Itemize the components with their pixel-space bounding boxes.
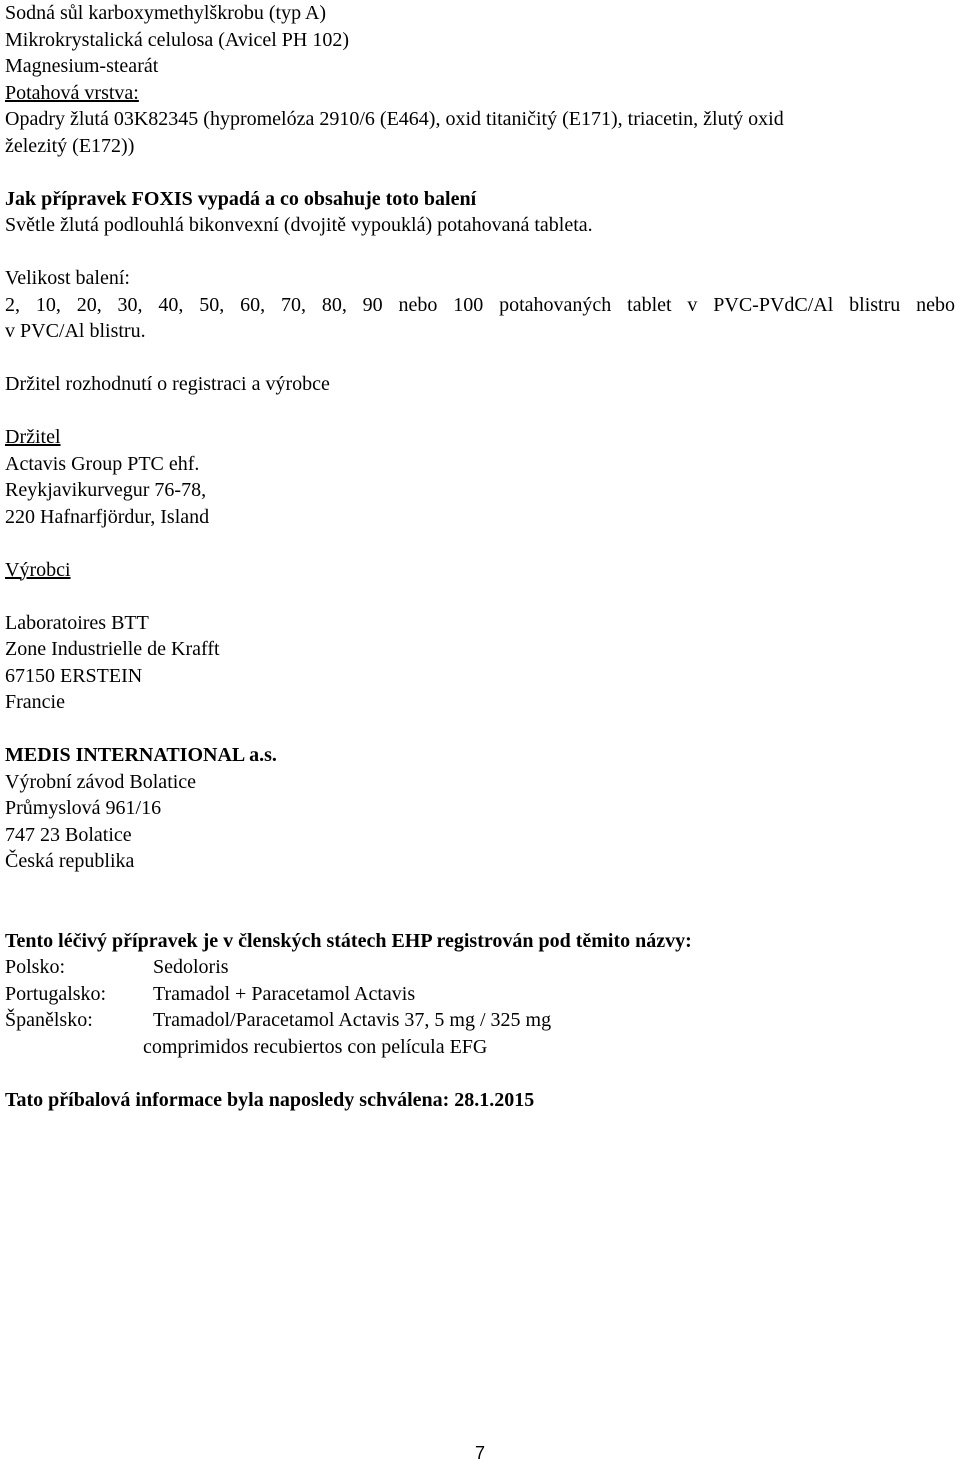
eea-heading: Tento léčivý přípravek je v členských státech EHP registrován pod těmito názvy:	[5, 929, 692, 952]
manufacturer-name: Laboratoires BTT	[5, 611, 149, 634]
eea-country: Portugalsko:	[5, 982, 107, 1005]
approval-date: Tato příbalová informace byla naposledy schválena: 28.1.2015	[5, 1088, 535, 1111]
coating-text: železitý (E172))	[5, 134, 135, 157]
manufacturer-address: Průmyslová 961/16	[5, 797, 162, 819]
eea-row	[5, 981, 955, 1008]
holder-section-heading: Držitel rozhodnutí o registraci a výrobce	[5, 373, 330, 395]
holder-heading: Držitel	[5, 426, 61, 448]
eea-row	[5, 954, 955, 981]
appearance-description: Světle žlutá podlouhlá bikonvexní (dvojitě vypouklá) potahovaná tableta.	[5, 214, 593, 236]
eea-product-name-continuation: comprimidos recubiertos con película EFG	[143, 1035, 488, 1058]
holder-address: Reykjavikurvegur 76-78,	[5, 479, 207, 501]
pack-size-heading: Velikost balení:	[5, 267, 130, 289]
holder-name: Actavis Group PTC ehf.	[5, 452, 200, 475]
manufacturer-address: Zone Industrielle de Krafft	[5, 638, 220, 660]
coating-text: Opadry žlutá 03K82345 (hypromelóza 2910/6 (E464), oxid titaničitý (E171), triacetin, žlutý oxid	[5, 108, 784, 130]
ingredient-line: Sodná sůl karboxymethylškrobu (typ A)	[5, 2, 327, 24]
eea-product-name: Tramadol/Paracetamol Actavis 37, 5 mg / 325 mg	[153, 1009, 552, 1031]
manufacturer-address: Výrobní závod Bolatice	[5, 770, 197, 793]
manufacturer-address: 747 23 Bolatice	[5, 823, 132, 846]
manufacturer-name: MEDIS INTERNATIONAL a.s.	[5, 744, 277, 766]
eea-product-name: Tramadol + Paracetamol Actavis	[153, 982, 416, 1005]
appearance-heading: Jak přípravek FOXIS vypadá a co obsahuje toto balení	[5, 187, 477, 210]
pack-size-text: 2, 10, 20, 30, 40, 50, 60, 70, 80, 90 nebo 100 potahovaných tablet v PVC-PVdC/Al blistru nebo	[5, 293, 955, 316]
eea-country: Polsko:	[5, 956, 66, 978]
manufacturer-address: 67150 ERSTEIN	[5, 664, 143, 687]
pack-size-text: v PVC/Al blistru.	[5, 320, 146, 342]
coating-heading: Potahová vrstva:	[5, 81, 139, 104]
document-page	[5, 0, 955, 1113]
page-number: 7	[474, 1443, 485, 1463]
eea-row	[5, 1007, 955, 1034]
holder-address: 220 Hafnarfjördur, Island	[5, 505, 210, 528]
eea-country: Španělsko:	[5, 1009, 93, 1031]
manufacturer-country: Česká republika	[5, 850, 135, 872]
eea-product-name: Sedoloris	[153, 956, 229, 978]
manufacturer-country: Francie	[5, 691, 65, 713]
ingredient-line: Mikrokrystalická celulosa (Avicel PH 102)	[5, 28, 349, 51]
manufacturers-heading: Výrobci	[5, 558, 71, 581]
ingredient-line: Magnesium-stearát	[5, 55, 159, 77]
